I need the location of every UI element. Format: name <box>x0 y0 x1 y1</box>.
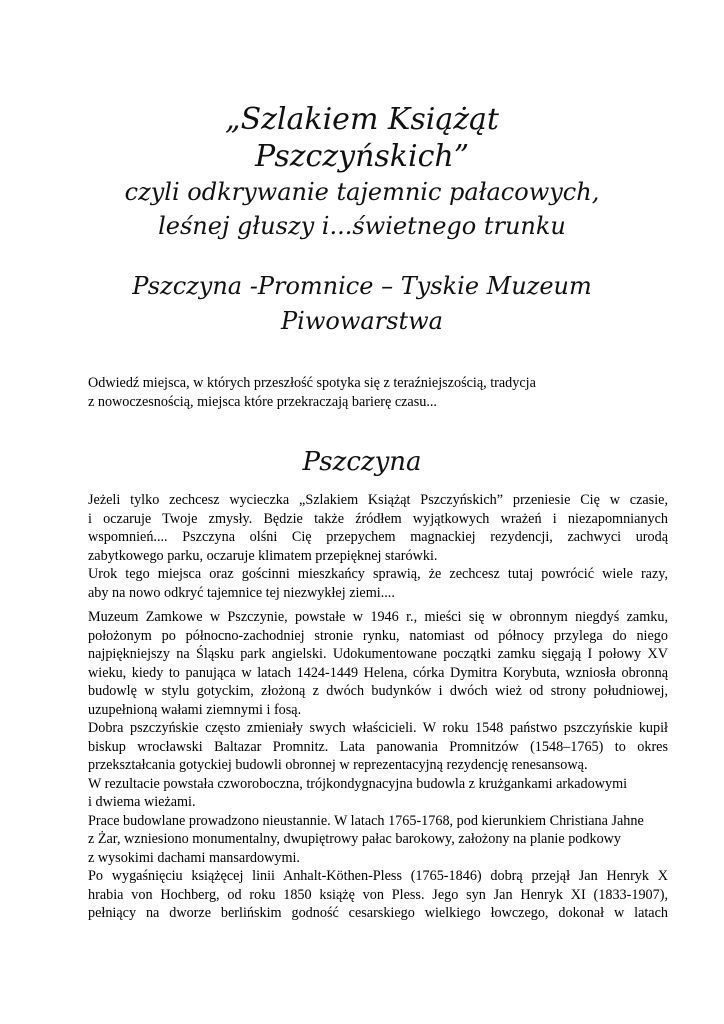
paragraph-line: Jeżeli tylko zechcesz wycieczka „Szlakiem Książąt Pszczyńskich” przeniesie Cię w czasie, <box>88 492 668 508</box>
paragraph-line: z wysokimi dachami mansardowymi. <box>88 849 300 866</box>
paragraph-line: hrabia von Hochberg, od roku 1850 książę von Pless. Jego syn Jan Henryk XI (1833-1907), <box>88 886 668 903</box>
title-line-2: Pszczyńskich” <box>254 139 470 174</box>
intro-paragraph <box>88 374 668 411</box>
paragraph-line: Urok tego miejsca oraz gościnni mieszkańcy sprawią, że zechcesz tutaj powrócić wiele razy, <box>88 566 668 582</box>
paragraph-line: pełniący na dworze berlińskim godność cesarskiego wielkiego łowczego, dokonał w latach <box>88 905 668 921</box>
paragraph-line: uzupełnioną wałami ziemnymi i fosą. <box>88 701 302 718</box>
paragraph-line: biskup wrocławski Baltazar Promnitz. Lata panowania Promnitzów (1548–1765) to okres <box>88 738 668 755</box>
paragraph-line: W rezultacie powstała czworoboczna, trójkondygnacyjna budowla z krużgankami arkadowymi <box>88 775 628 792</box>
paragraph-line: przekształcania gotyckiej budowli obronnej w reprezentacyjną rezydencję renesansową. <box>88 757 588 773</box>
subtitle-line-2: leśnej głuszy i...świetnego trunku <box>158 212 566 240</box>
paragraph-2 <box>88 608 668 923</box>
paragraph-line: Muzeum Zamkowe w Pszczynie, powstałe w 1946 r., mieści się w obronnym niegdyś zamku, <box>88 609 668 625</box>
paragraph-line: Prace budowlane prowadzono nieustannie. W latach 1765-1768, pod kierunkiem Christiana Jahne <box>88 812 644 829</box>
paragraph-line: zabytkowego parku, oczaruje klimatem przepięknej starówki. <box>88 547 438 564</box>
paragraph-1 <box>88 491 668 602</box>
paragraph-line: budowlę w stylu gotyckim, złożoną z dwóch budynków i dwóch wież od strony południowej, <box>88 683 668 699</box>
route-title-line-1: Pszczyna -Promnice – Tyskie Muzeum <box>132 272 592 300</box>
paragraph-line: wspomnień.... Pszczyna olśni Cię przepychem magnackiej rezydencji, zachwyci urodą <box>88 529 668 545</box>
route-title-line-2: Piwowarstwa <box>281 307 443 335</box>
paragraph-line: najpiękniejszy na Śląsku park angielski. Udokumentowane początki zamku sięgają I połowy XV <box>88 646 668 662</box>
paragraph-line: położonym po północno-zachodniej stronie rynku, natomiast od północy przylega do niego <box>88 627 668 644</box>
paragraph-line: Po wygaśnięciu książęcej linii Anhalt-Köthen-Pless (1765-1846) dobrą przejął Jan Henryk X <box>88 868 668 884</box>
paragraph-line: aby na nowo odkryć tajemnice tej niezwykłej ziemi.... <box>88 584 395 601</box>
title-line-1: „Szlakiem Książąt <box>225 102 499 137</box>
paragraph-line: z Żar, wzniesiono monumentalny, dwupiętrowy pałac barokowy, założony na planie podkowy <box>88 831 622 847</box>
intro-line: Odwiedź miejsca, w których przeszłość spotyka się z teraźniejszością, tradycja <box>88 375 536 391</box>
section-heading: Pszczyna <box>302 447 422 477</box>
paragraph-line: i oczaruje Twoje zmysły. Będzie także źródłem wyjątkowych wrażeń i niezapomnianych <box>88 510 668 527</box>
paragraph-line: wieku, kiedy to panująca w latach 1424-1449 Helena, córka Dymitra Korybuta, wzniosła obronną <box>88 664 668 681</box>
paragraph-line: i dwiema wieżami. <box>88 794 196 810</box>
paragraph-line: Dobra pszczyńskie często zmieniały swych właścicieli. W roku 1548 państwo pszczyńskie kupił <box>88 720 668 736</box>
intro-line: z nowoczesnością, miejsca które przekraczają barierę czasu... <box>88 393 437 410</box>
subtitle-line-1: czyli odkrywanie tajemnic pałacowych, <box>124 178 600 206</box>
